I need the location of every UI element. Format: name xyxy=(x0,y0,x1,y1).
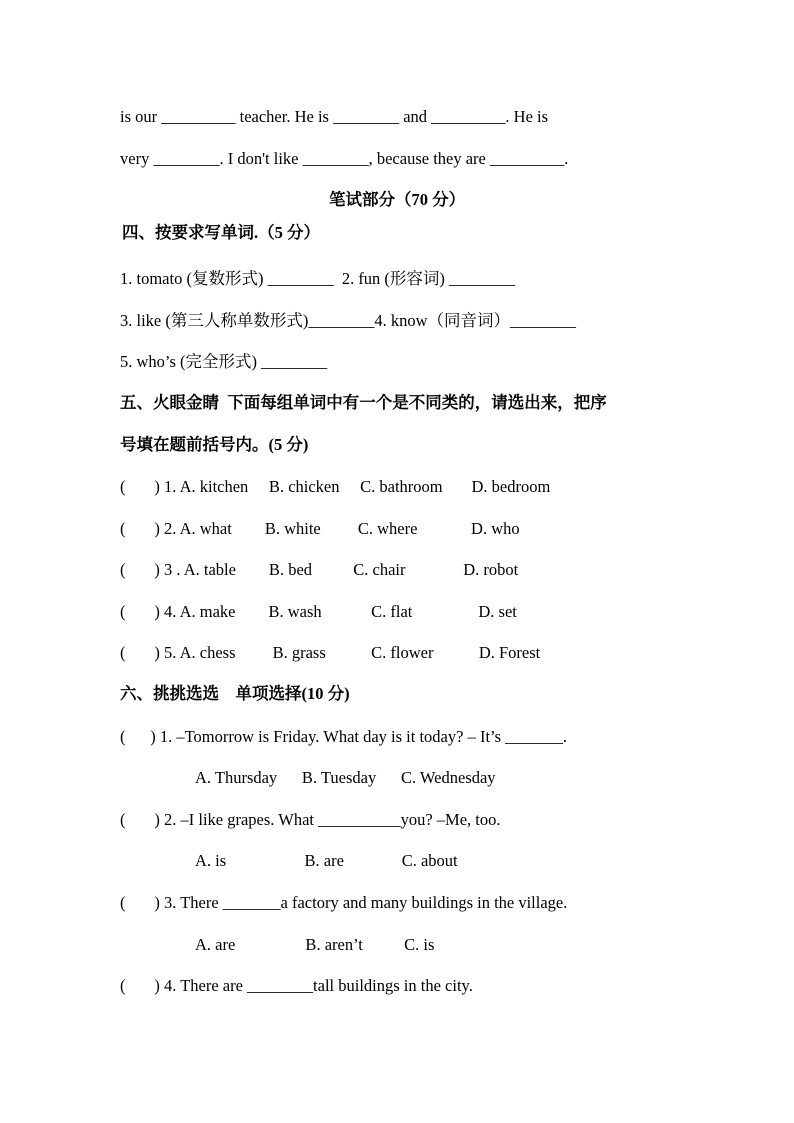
question-5-item-5: ( ) 5. A. chess B. grass C. flower D. Forest xyxy=(120,643,541,662)
question-6-item-1: ( ) 1. –Tomorrow is Friday. What day is it today? – It’s _______. xyxy=(120,727,568,746)
question-5-item-2: ( ) 2. A. what B. white C. where D. who xyxy=(120,519,520,538)
question-4-item-3-4: 3. like (第三人称单数形式)________4. know（同音词）________ xyxy=(120,311,577,330)
question-6-item-2-options: A. is B. are C. about xyxy=(195,851,458,870)
section-5-heading-continued: 号填在题前括号内。(5 分) xyxy=(120,435,309,454)
section-heading-written-part: 笔试部分（70 分） xyxy=(328,190,466,209)
question-4-item-1-2: 1. tomato (复数形式) ________ 2. fun (形容词) ________ xyxy=(120,269,516,288)
section-6-heading: 六、挑挑选选 单项选择(10 分) xyxy=(120,684,350,703)
question-6-item-2: ( ) 2. –I like grapes. What __________you? –Me, too. xyxy=(120,810,501,829)
text-line-2: very ________. I don't like ________, because they are _________. xyxy=(120,149,569,168)
text-line-1: is our _________ teacher. He is ________ and _________. He is xyxy=(120,107,549,126)
question-5-item-1: ( ) 1. A. kitchen B. chicken C. bathroom D. bedroom xyxy=(120,477,551,496)
section-4-heading: 四、按要求写单词.（5 分） xyxy=(122,223,320,242)
question-6-item-3: ( ) 3. There _______a factory and many buildings in the village. xyxy=(120,893,568,912)
question-5-item-4: ( ) 4. A. make B. wash C. flat D. set xyxy=(120,602,517,621)
question-6-item-1-options: A. Thursday B. Tuesday C. Wednesday xyxy=(195,768,496,787)
question-6-item-3-options: A. are B. aren’t C. is xyxy=(195,935,435,954)
question-6-item-4: ( ) 4. There are ________tall buildings in the city. xyxy=(120,976,473,995)
section-5-heading: 五、火眼金睛 下面每组单词中有一个是不同类的，请选出来，把序 xyxy=(120,393,607,412)
question-5-item-3: ( ) 3 . A. table B. bed C. chair D. robot xyxy=(120,560,519,579)
question-4-item-5: 5. who’s (完全形式) ________ xyxy=(120,352,328,371)
